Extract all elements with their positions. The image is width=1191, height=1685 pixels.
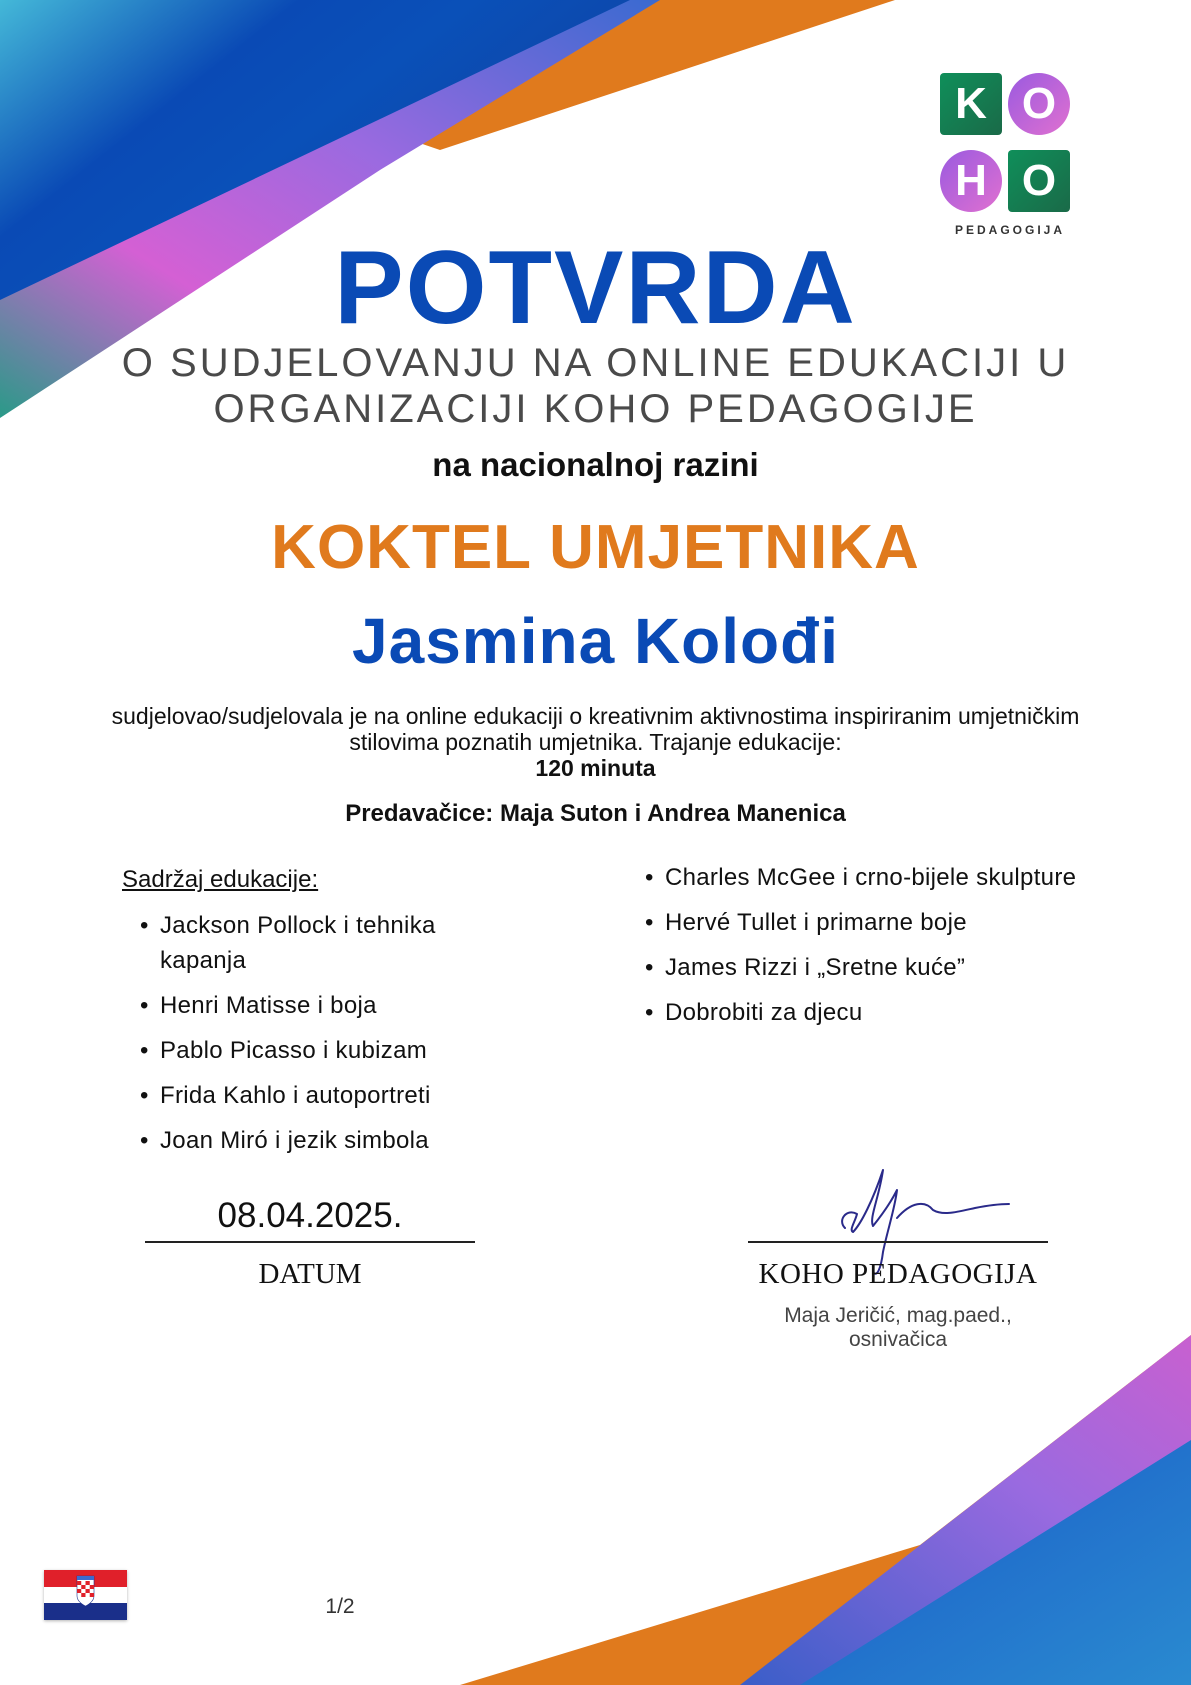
date-label: DATUM (258, 1258, 362, 1290)
founder-name: Maja Jeričić, mag.paed., (784, 1304, 1012, 1327)
logo-subtitle: PEDAGOGIJA (954, 223, 1065, 237)
koho-logo (940, 70, 1090, 240)
subtitle-line-1: O SUDJELOVANJU NA ONLINE EDUKACIJI U (121, 341, 1070, 385)
topics-list-right (645, 860, 1085, 1040)
topic-item: • Dobrobiti za djecu (645, 995, 1085, 1030)
topic-item: • Henri Matisse i boja (140, 988, 510, 1023)
description (100, 703, 1091, 781)
topics-list-left (140, 908, 510, 1168)
level-text: na nacionalnoj razini (432, 446, 759, 483)
date-value: 08.04.2025. (217, 1196, 403, 1235)
topic-item: • Hervé Tullet i primarne boje (645, 905, 1085, 940)
participant-name: Jasmina Kolođi (352, 605, 839, 677)
duration-text: 120 minuta (535, 755, 656, 781)
logo-letter-o-bottom: O (1008, 150, 1070, 212)
contents-label: Sadržaj edukacije: (122, 866, 319, 893)
topic-item: • Pablo Picasso i kubizam (140, 1033, 510, 1068)
topic-item: • Charles McGee i crno-bijele skulpture (645, 860, 1085, 895)
topic-item: • James Rizzi i „Sretne kuće” (645, 950, 1085, 985)
subtitle-line-2: ORGANIZACIJI KOHO PEDAGOGIJE (213, 387, 978, 431)
lecturers-text: Predavačice: Maja Suton i Andrea Manenica (345, 800, 846, 827)
logo-letter-k: K (940, 73, 1002, 135)
certificate-subtitle (80, 340, 1111, 432)
founder-role: osnivačica (848, 1328, 948, 1351)
croatia-flag-icon (44, 1570, 127, 1620)
organization-label: KOHO PEDAGOGIJA (758, 1258, 1038, 1290)
logo-letter-h: H (940, 150, 1002, 212)
page-number: 1/2 (325, 1595, 355, 1618)
description-text: sudjelovao/sudjelovala je na online edukaciji o kreativnim aktivnostima inspiriranim umjetničkim stilovima poznatih umjetnika. Trajanje edukacije: (111, 703, 1080, 755)
topic-item: • Frida Kahlo i autoportreti (140, 1078, 510, 1113)
certificate-title: POTVRDA (334, 230, 857, 346)
topic-item: • Joan Miró i jezik simbola (140, 1123, 510, 1158)
logo-letter-o-top: O (1008, 73, 1070, 135)
course-name: KOKTEL UMJETNIKA (271, 513, 920, 582)
topic-item: • Jackson Pollock i tehnika kapanja (140, 908, 510, 978)
founder-info (740, 1304, 1056, 1352)
date-line (145, 1241, 475, 1243)
signature-line (748, 1241, 1048, 1243)
